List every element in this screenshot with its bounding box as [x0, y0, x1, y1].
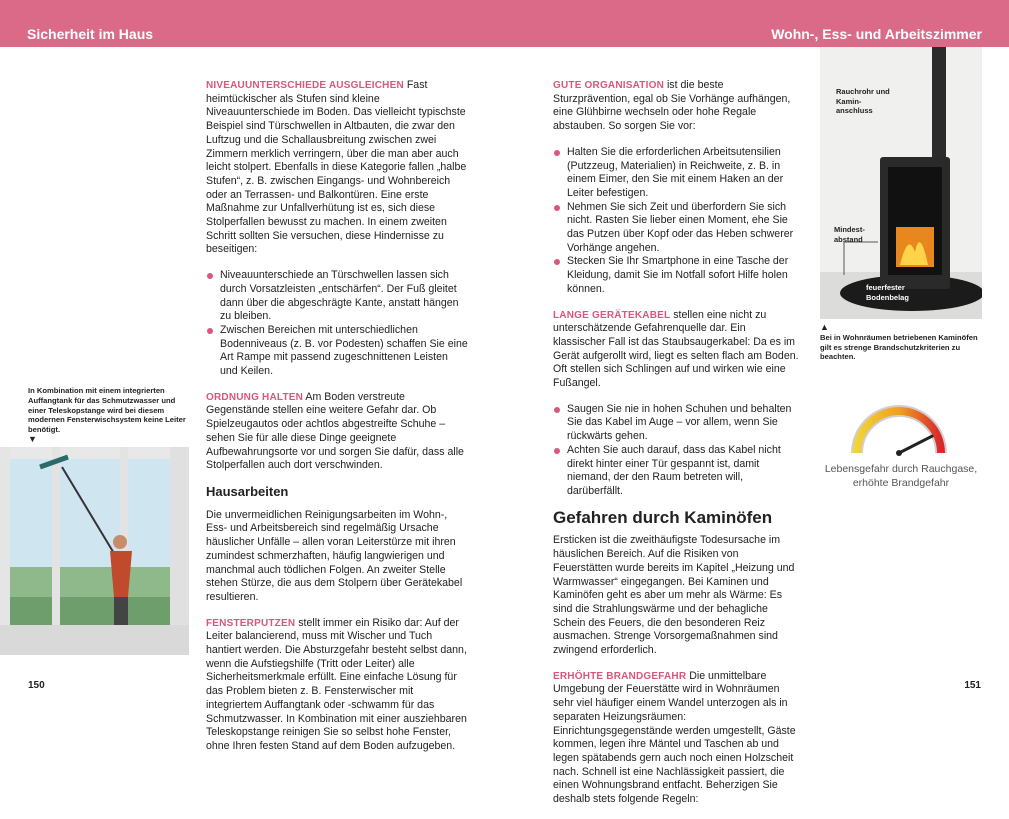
gauge-icon — [851, 405, 947, 457]
arrow-down-icon: ▼ — [28, 433, 37, 444]
chapter-title: Sicherheit im Haus — [27, 26, 154, 42]
page-number-left: 150 — [28, 680, 45, 691]
page-header — [0, 0, 1009, 47]
list-niveau — [206, 269, 468, 379]
paragraph-fensterputzen — [206, 617, 468, 754]
stove-photo-caption — [820, 323, 980, 362]
heading-kaminoefen: Gefahren durch Kaminöfen — [553, 507, 773, 527]
heading-hausarbeiten: Hausarbeiten — [206, 483, 289, 499]
window-cleaning-photo — [0, 447, 189, 655]
paragraph-ordnung — [206, 391, 468, 473]
list-item: Saugen Sie nie in hohen Schuhen und behalten Sie das Kabel im Auge – vor allem, wenn Sie rückwärts gehen. — [553, 403, 800, 444]
text-niveau: Fast heimtückischer als Stufen sind kleine Niveauunterschiede im Boden. Das vielleicht typischste Beispiel sind Türschwellen in Altbauten, die zwar den Luftzug und die Schallausbreitung zwischen zwei Zimmern merklich verringern, über die man aber auch leicht stolpert. Ebenfalls in diese Kategorie fallen „halbe Stufen“, z. B. zwischen Eingangs- und Wohnbereich oder an Terrassen- und Balkontüren. Eine erste Maßnahme zur Unfallverhütung ist es, sich diese Stolperfallen bewusst zu machen. In einem zweiten Schritt sollten Sie versuchen, diese Hindernisse zu beseitigen: — [206, 79, 467, 256]
text-kabel: stellen eine nicht zu unterschätzende Gefahrenquelle dar. Ein klassischer Fall ist das Staubsaugerkabel: Da es im Gerät aufgerollt wird, liegt es selten flach am Boden. Oft stellen sich Schlingen auf und wirken wie eine Fußangel. — [553, 308, 799, 390]
keyword-ordnung: ORDNUNG HALTEN — [206, 391, 304, 403]
paragraph-brandgefahr — [553, 670, 800, 807]
list-item: Stecken Sie Ihr Smartphone in eine Tasche der Kleidung, damit Sie im Notfall sofort Hilfe holen können. — [553, 255, 800, 296]
stove-photo — [820, 47, 982, 319]
window-photo-caption — [28, 386, 188, 445]
list-item: Nehmen Sie sich Zeit und überfordern Sie sich nicht. Rasten Sie lieber einen Moment, ehe Sie das Putzen über Kopf oder das Heben schwerer Vorhänge angehen. — [553, 201, 800, 256]
text-fensterputzen: stellt immer ein Risiko dar: Auf der Leiter balancierend, muss mit Wischer und Tuch hantiert werden. Die Absturzgefahr besteht selbst dann, wenn die Aufstiegshilfe (Tritt oder Leiter) alle Sicherheitsmerkmale erfüllt. Eine einfache Lösung für das Problem bieten z. B. Fensterwischer mit integriertem Auffangtank oder -schwamm für das Schmutzwasser. In Kombination mit einer ausziehbaren Teleskopstange reinigen Sie so selbst hohe Fenster, ohne Ihren festen Stand auf dem Boden aufzugeben. — [206, 616, 467, 752]
list-item: Zwischen Bereichen mit unterschiedlichen Bodenniveaus (z. B. vor Podesten) schaffen Sie eine Art Rampe mit passend zugeschnittenen Leisten und Keilen. — [206, 324, 468, 379]
danger-gauge — [851, 405, 947, 457]
list-organisation — [553, 146, 800, 297]
keyword-organisation: GUTE ORGANISATION — [553, 80, 664, 91]
label-mindestabstand: Mindestabstand — [834, 225, 865, 244]
right-text-column — [553, 79, 800, 819]
paragraph-kaminoefen: Ersticken ist die zweithäufigste Todesursache im häuslichen Bereich. Auf die Risiken von Feuerstätten wurde bereits im Kapitel „Heizung und Warmwasser“ eingegangen. Bei Kaminen und Kaminöfen geht es aber um mehr als Wärme: Es sind die Strahlungswärme und der behagliche Schein des Feuers, die den besonderen Reiz ausmachen. Strenge Vorsorgemaßnahmen sind zwingend erforderlich. — [553, 534, 795, 657]
label-rauchrohr: Rauchrohr und Kaminanschluss — [836, 87, 890, 115]
text-ordnung: Am Boden verstreute Gegenstände stellen eine weitere Gefahr dar. Ob Spielzeugautos oder achtlos abgestreifte Schuhe – sehen Sie für alle diese Dinge geeignete Aufbewahrungsorte vor und sorgen Sie dafür, dass alle Stolperfallen auch dort verschwinden. — [206, 390, 464, 472]
gauge-label: Lebensgefahr durch Rauchgase, erhöhte Brandgefahr — [824, 463, 978, 489]
left-text-column — [206, 79, 468, 766]
list-item: Achten Sie auch darauf, dass das Kabel nicht direkt hinter einer Tür gespannt ist, damit niemand, der den Raum betreten will, darüberfällt. — [553, 444, 800, 499]
paragraph-kabel — [553, 309, 800, 391]
keyword-niveau: NIVEAUUNTERSCHIEDE AUSGLEICHEN — [206, 80, 404, 91]
arrow-up-icon: ▲ — [820, 322, 829, 332]
label-bodenbelag: feuerfester Bodenbelag — [866, 283, 909, 302]
keyword-kabel: LANGE GERÄTEKABEL — [553, 309, 671, 321]
text-organisation: ist die beste Sturzprävention, egal ob Sie Vorhänge aufhängen, eine Glühbirne wechseln oder hohe Regale abstauben. So sorgen Sie vor: — [553, 79, 791, 133]
section-title: Wohn-, Ess- und Arbeitszimmer — [771, 26, 982, 42]
list-kabel — [553, 403, 800, 499]
keyword-fensterputzen: FENSTERPUTZEN — [206, 617, 296, 629]
paragraph-organisation — [553, 79, 800, 134]
list-item: Halten Sie die erforderlichen Arbeitsutensilien (Putzzeug, Materialien) in Reichweite, z. B. in einem Eimer, den Sie mit einem Haken an der Leiter befestigen. — [553, 146, 800, 201]
page-number-right: 151 — [964, 680, 981, 691]
caption-text: Bei in Wohnräumen betriebenen Kaminöfen gilt es strenge Brandschutzkriterien zu beachten. — [820, 332, 978, 362]
paragraph-niveau — [206, 79, 468, 257]
text-brandgefahr: Die unmittelbare Umgebung der Feuerstätte wird in Wohnräumen sehr viel häufiger einem Wandel unterzogen als in separaten Heizungsräumen: Einrichtungsgegenstände werden umgestellt, Gäste kommen, legen ihre Mäntel und Taschen ab und legen spätabends gern auch noch einen Holzscheit nach. Schnell ist eine Nachlässigkeit passiert, die einen Wohnungsbrand entfacht. Beherzigen Sie deshalb stets folgende Regeln: — [553, 669, 796, 806]
caption-text: In Kombination mit einem integrierten Auffangtank für das Schmutzwasser und einer Teleskopstange wird bei diesem modernen Fensterwischsystem keine Leiter benötigt. — [28, 386, 186, 435]
keyword-brandgefahr: ERHÖHTE BRANDGEFAHR — [553, 670, 687, 682]
list-item: Niveauunterschiede an Türschwellen lassen sich durch Vorsatzleisten „entschärfen“. Der Fuß gleitet dann über die abgeschrägte Kante, anstatt hängen zu bleiben. — [206, 269, 468, 324]
window-cleaning-illustration — [0, 447, 189, 655]
paragraph-hausarbeiten: Die unvermeidlichen Reinigungsarbeiten im Wohn-, Ess- und Arbeitsbereich sind regelmäßig Ursache häuslicher Unfälle – allen voran Leiterstürze mit ihren zumindest schmerzhaften, häufig langwierigen und manchmal auch tödlichen Folgen. An zweiter Stelle stehen Stürze, die aus dem Stolpern über Gerätekabel resultieren. — [206, 508, 463, 603]
